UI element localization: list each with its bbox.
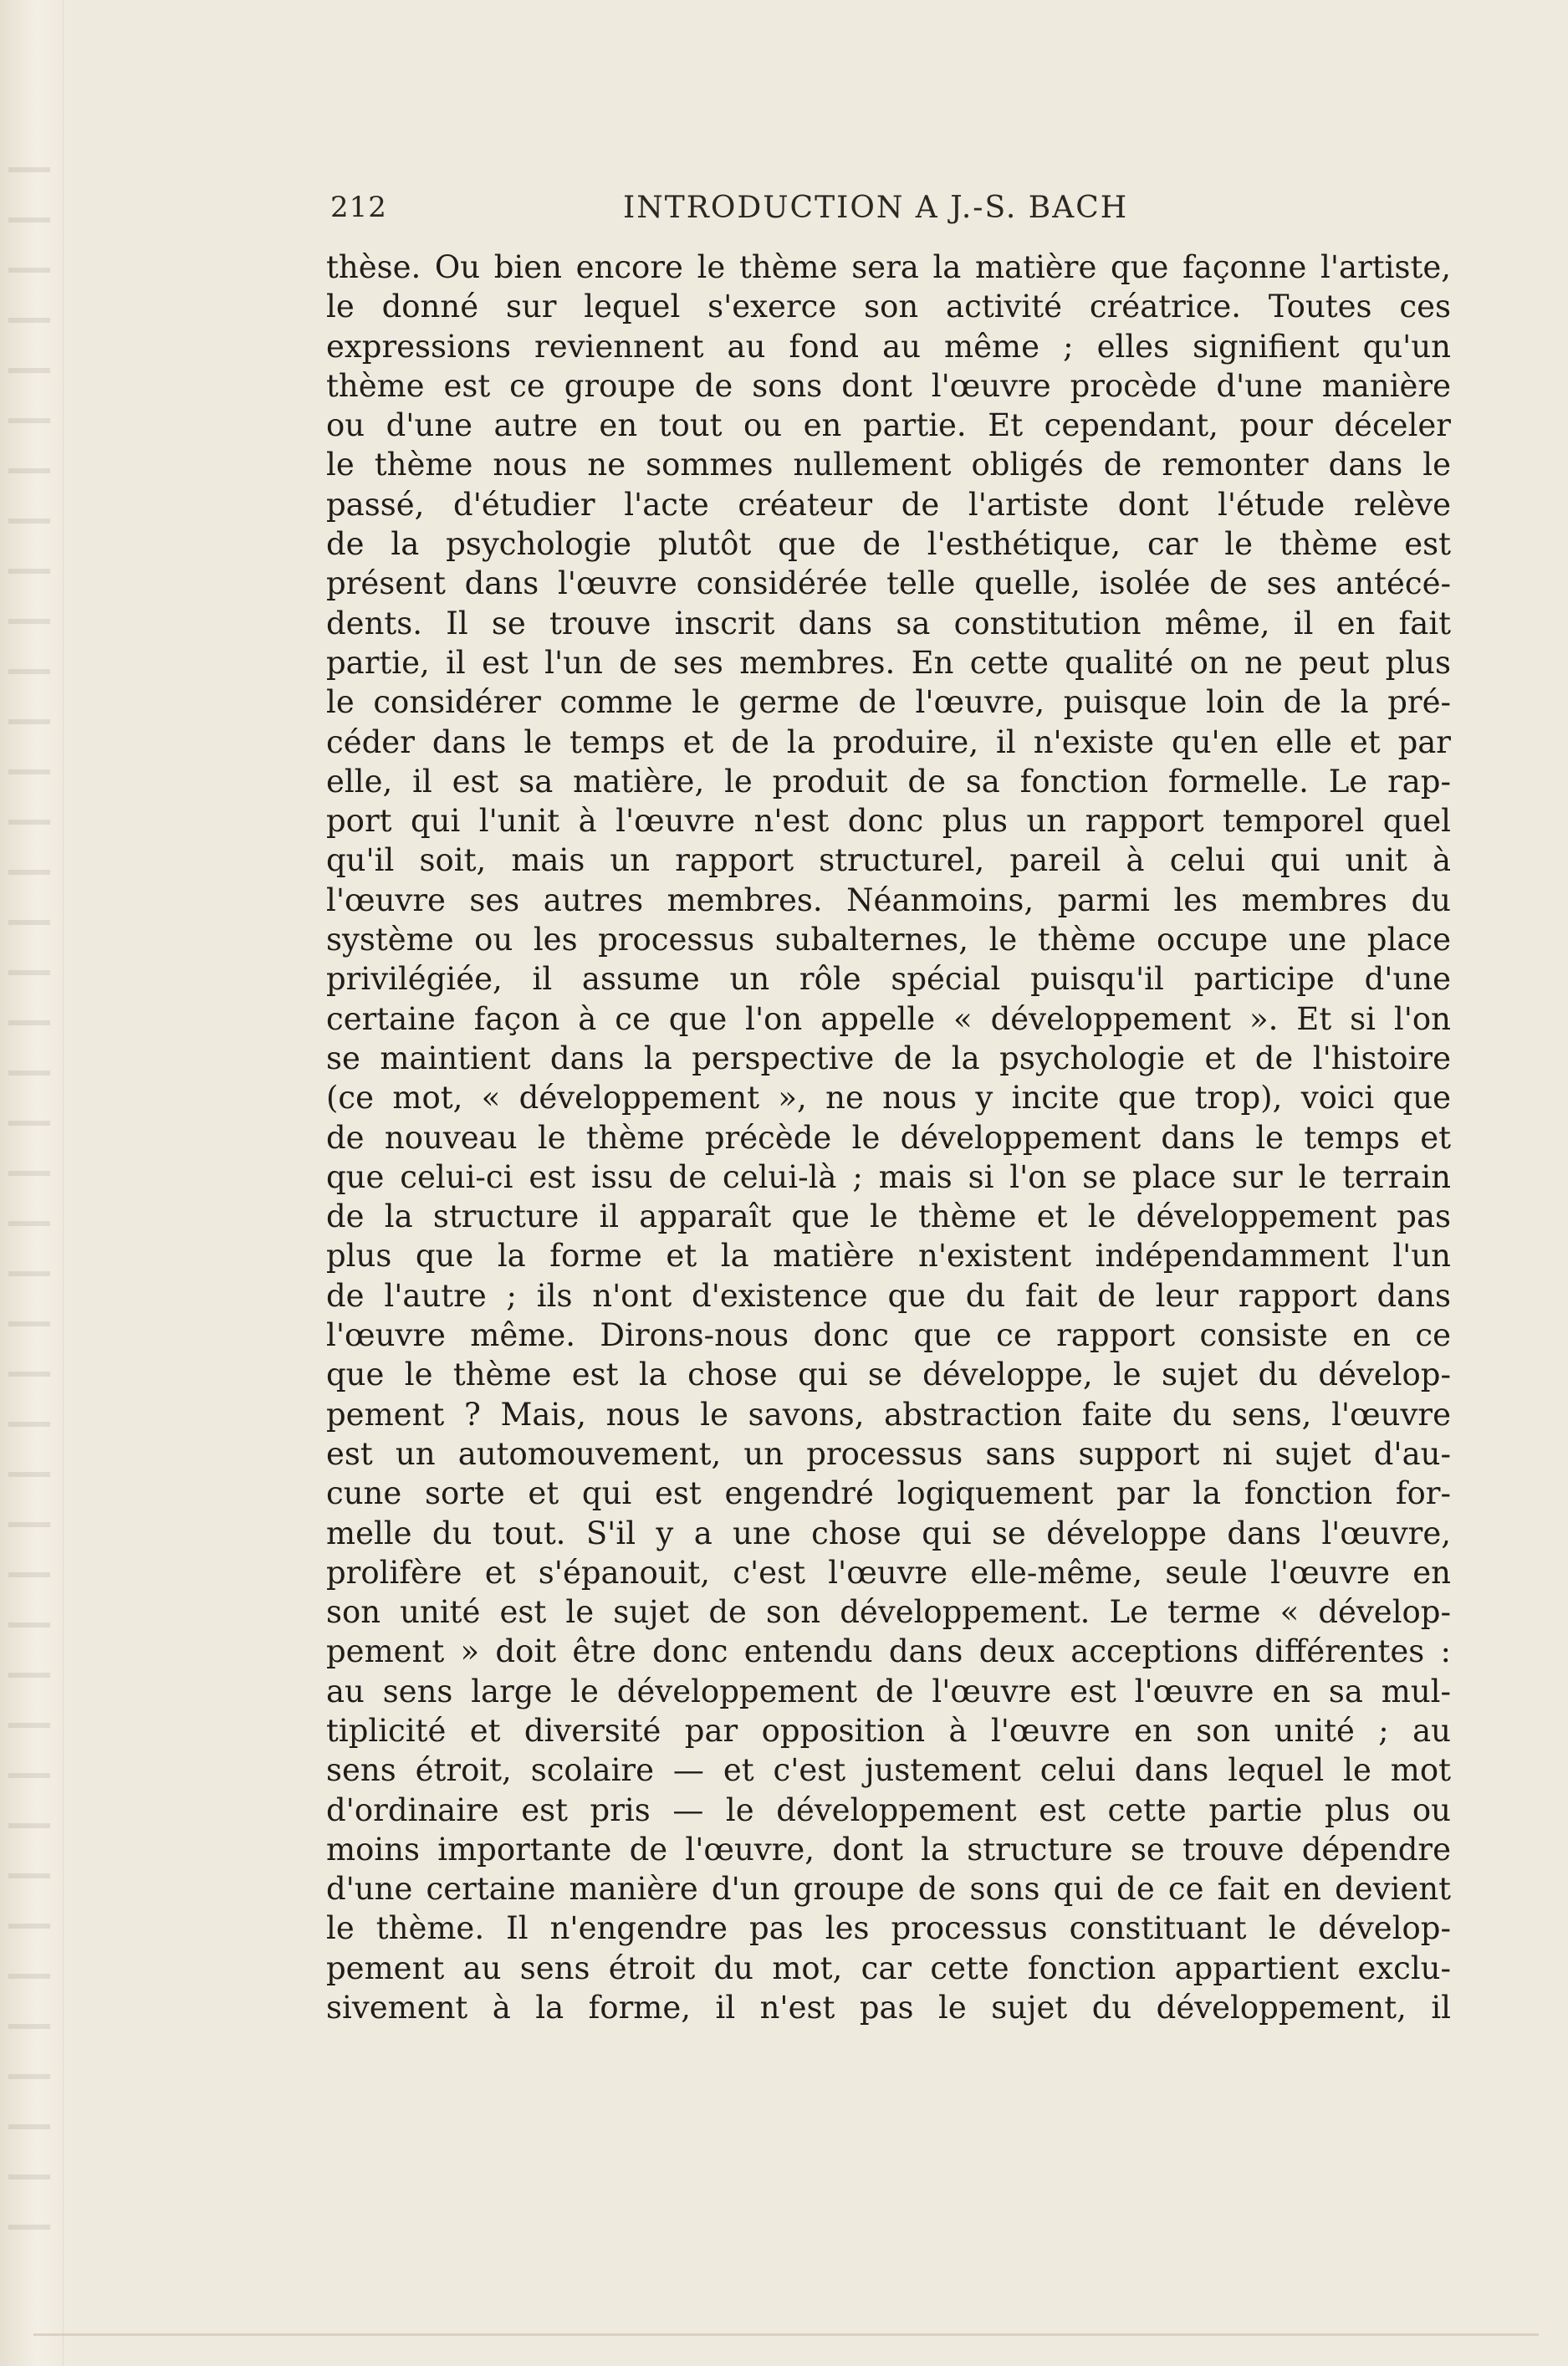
text-line: (ce mot, « développement », ne nous y incite que trop), voici que — [326, 1080, 1451, 1117]
running-title: INTRODUCTION A J.-S. BACH — [623, 191, 1129, 225]
text-line: certaine façon à ce que l'on appelle « développement ». Et si l'on — [326, 1000, 1451, 1037]
text-line: son unité est le sujet de son développement. Le terme « dévelop- — [326, 1594, 1451, 1631]
text-line: tiplicité et diversité par opposition à l'œuvre en son unité ; au — [326, 1712, 1451, 1749]
text-line: de la psychologie plutôt que de l'esthétique, car le thème est — [326, 526, 1451, 563]
text-line: le thème nous ne sommes nullement obligés de remonter dans le — [326, 447, 1451, 483]
text-line: ou d'une autre en tout ou en partie. Et cependant, pour déceler — [326, 407, 1451, 444]
text-line: port qui l'unit à l'œuvre n'est donc plus un rapport temporel quel — [326, 803, 1451, 840]
text-line: au sens large le développement de l'œuvre est l'œuvre en sa mul- — [326, 1673, 1451, 1709]
running-head — [330, 191, 1451, 233]
text-line: melle du tout. S'il y a une chose qui se développe dans l'œuvre, — [326, 1515, 1451, 1551]
text-line: sivement à la forme, il n'est pas le sujet du développement, il — [326, 1990, 1451, 2026]
text-line: de nouveau le thème précède le développement dans le temps et — [326, 1119, 1451, 1156]
text-line: moins importante de l'œuvre, dont la structure se trouve dépendre — [326, 1831, 1451, 1868]
page-bottom-edge — [33, 2333, 1539, 2336]
text-line: de la structure il apparaît que le thème et le développement pas — [326, 1198, 1451, 1235]
text-line: d'une certaine manière d'un groupe de sons qui de ce fait en devient — [326, 1871, 1451, 1908]
text-line: plus que la forme et la matière n'existent indépendamment l'un — [326, 1238, 1451, 1275]
text-line: pement au sens étroit du mot, car cette fonction appartient exclu- — [326, 1950, 1451, 1986]
text-line: pement » doit être donc entendu dans deux acceptions différentes : — [326, 1633, 1451, 1670]
text-line: se maintient dans la perspective de la psychologie et de l'histoire — [326, 1040, 1451, 1076]
text-line: expressions reviennent au fond au même ; elles signifient qu'un — [326, 328, 1451, 365]
page-number: 212 — [330, 191, 387, 224]
text-line: d'ordinaire est pris — le développement est cette partie plus ou — [326, 1791, 1451, 1828]
text-line: thèse. Ou bien encore le thème sera la matière que façonne l'artiste, — [326, 249, 1451, 285]
text-line: cune sorte et qui est engendré logiquement par la fonction for- — [326, 1475, 1451, 1512]
text-line: qu'il soit, mais un rapport structurel, pareil à celui qui unit à — [326, 842, 1451, 879]
text-line: présent dans l'œuvre considérée telle quelle, isolée de ses antécé- — [326, 565, 1451, 602]
text-line: thème est ce groupe de sons dont l'œuvre procède d'une manière — [326, 367, 1451, 404]
text-line: passé, d'étudier l'acte créateur de l'artiste dont l'étude relève — [326, 486, 1451, 523]
text-line: que celui-ci est issu de celui-là ; mais si l'on se place sur le terrain — [326, 1158, 1451, 1195]
text-line: que le thème est la chose qui se développe, le sujet du dévelop- — [326, 1357, 1451, 1393]
body-text — [326, 248, 1451, 2027]
text-line: pement ? Mais, nous le savons, abstraction faite du sens, l'œuvre — [326, 1396, 1451, 1433]
text-line: céder dans le temps et de la produire, il n'existe qu'en elle et par — [326, 723, 1451, 760]
text-line: système ou les processus subalternes, le thème occupe une place — [326, 922, 1451, 958]
text-line: sens étroit, scolaire — et c'est justement celui dans lequel le mot — [326, 1752, 1451, 1789]
text-line: partie, il est l'un de ses membres. En cette qualité on ne peut plus — [326, 644, 1451, 681]
text-line: le considérer comme le germe de l'œuvre, puisque loin de la pré- — [326, 684, 1451, 721]
text-line: dents. Il se trouve inscrit dans sa constitution même, il en fait — [326, 605, 1451, 641]
text-line: l'œuvre ses autres membres. Néanmoins, parmi les membres du — [326, 882, 1451, 918]
text-line: prolifère et s'épanouit, c'est l'œuvre elle-même, seule l'œuvre en — [326, 1554, 1451, 1591]
text-line: l'œuvre même. Dirons-nous donc que ce rapport consiste en ce — [326, 1317, 1451, 1354]
text-line: de l'autre ; ils n'ont d'existence que du fait de leur rapport dans — [326, 1277, 1451, 1314]
text-line: elle, il est sa matière, le produit de sa fonction formelle. Le rap- — [326, 763, 1451, 800]
text-line: le donné sur lequel s'exerce son activité créatrice. Toutes ces — [326, 289, 1451, 325]
text-line: privilégiée, il assume un rôle spécial puisqu'il participe d'une — [326, 961, 1451, 998]
text-line: le thème. Il n'engendre pas les processus constituant le dévelop- — [326, 1910, 1451, 1947]
text-line: est un automouvement, un processus sans support ni sujet d'au- — [326, 1435, 1451, 1472]
